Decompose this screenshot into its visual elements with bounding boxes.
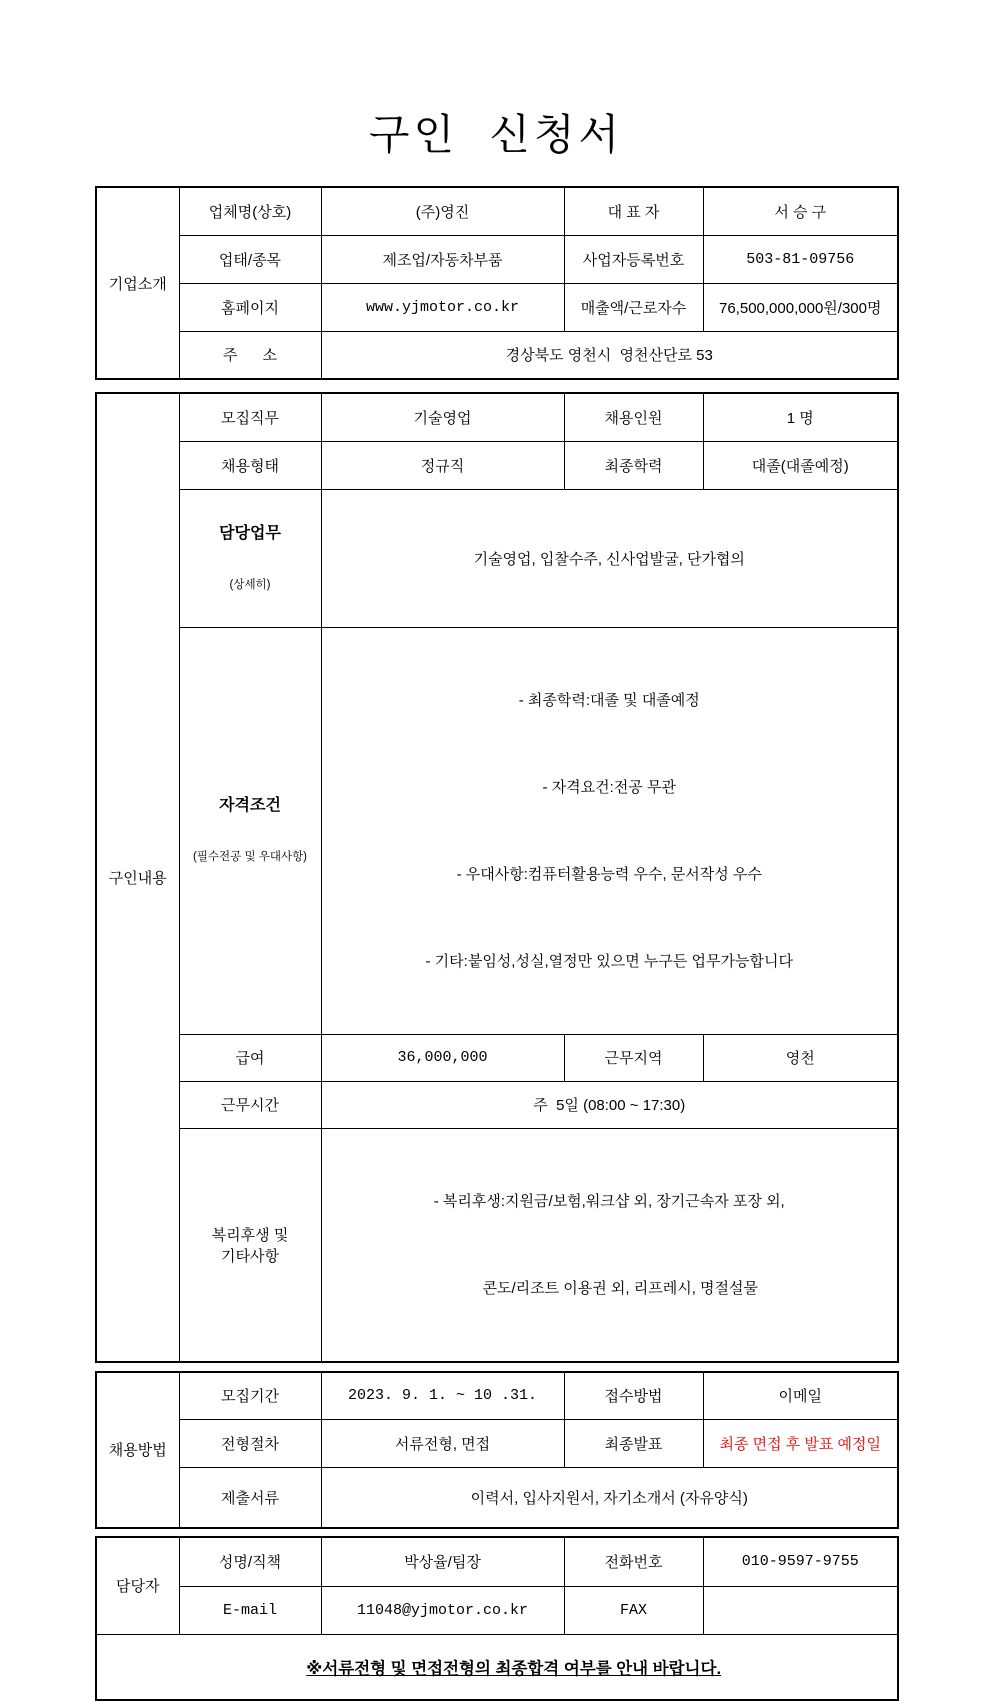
job-row-benefits	[96, 1128, 898, 1362]
screening-process-value: 서류전형, 면접	[321, 1420, 564, 1468]
position-value: 기술영업	[321, 393, 564, 441]
job-row-position	[96, 393, 898, 441]
job-row-salary	[96, 1034, 898, 1081]
footer-note-cell	[96, 1635, 898, 1700]
employment-type-value: 정규직	[321, 441, 564, 489]
employment-type-label: 채용형태	[179, 441, 321, 489]
address-value: 경상북도 영천시 영천산단로 53	[321, 331, 898, 379]
apply-method-value: 이메일	[703, 1372, 898, 1420]
benefits-line: - 복리후생:지원금/보험,워크샵 외, 장기근속자 포장 외,	[433, 1192, 785, 1210]
work-location-label: 근무지역	[564, 1034, 703, 1081]
job-row-employment-type	[96, 441, 898, 489]
submit-docs-label: 제출서류	[179, 1468, 321, 1528]
work-location-value: 영천	[703, 1034, 898, 1081]
method-section-header: 채용방법	[96, 1372, 179, 1528]
recruitment-method-table	[95, 1371, 899, 1529]
contact-row-email	[96, 1587, 898, 1635]
qualifications-value	[321, 627, 898, 1034]
ceo-value: 서 승 구	[703, 187, 898, 235]
final-announce-value: 최종 면접 후 발표 예정일	[703, 1420, 898, 1468]
headcount-label: 채용인원	[564, 393, 703, 441]
contact-name-title-label: 성명/직책	[179, 1537, 321, 1587]
contact-row-note	[96, 1635, 898, 1700]
company-name-value: (주)영진	[321, 187, 564, 235]
contact-row-name	[96, 1537, 898, 1587]
contact-name-title-value: 박상율/팀장	[321, 1537, 564, 1587]
final-announce-label: 최종발표	[564, 1420, 703, 1468]
fax-value	[703, 1587, 898, 1635]
work-hours-value: 주 5일 (08:00 ~ 17:30)	[321, 1081, 898, 1128]
qualification-line: - 최종학력:대졸 및 대졸예정	[518, 691, 700, 709]
homepage-label: 홈페이지	[179, 283, 321, 331]
salary-label: 급여	[179, 1034, 321, 1081]
revenue-workers-label: 매출액/근로자수	[564, 283, 703, 331]
headcount-value: 1 명	[703, 393, 898, 441]
email-label: E-mail	[179, 1587, 321, 1635]
education-label: 최종학력	[564, 441, 703, 489]
address-label: 주 소	[179, 331, 321, 379]
contact-section-header: 담당자	[96, 1537, 179, 1635]
business-reg-no-label: 사업자등록번호	[564, 235, 703, 283]
duties-label-sub: (상세히)	[229, 578, 271, 591]
company-section-header: 기업소개	[96, 187, 179, 379]
job-row-duties	[96, 489, 898, 627]
qualifications-label-main: 자격조건	[219, 797, 281, 814]
submit-docs-value: 이력서, 입사지원서, 자기소개서 (자유양식)	[321, 1468, 898, 1528]
business-reg-no-value: 503-81-09756	[703, 235, 898, 283]
job-row-qualifications	[96, 627, 898, 1034]
job-section-header: 구인내용	[96, 393, 179, 1362]
duties-value: 기술영업, 입찰수주, 신사업발굴, 단가협의	[321, 489, 898, 627]
email-value: 11048@yjmotor.co.kr	[321, 1587, 564, 1635]
education-value: 대졸(대졸예정)	[703, 441, 898, 489]
company-name-label: 업체명(상호)	[179, 187, 321, 235]
fax-label: FAX	[564, 1587, 703, 1635]
industry-value: 제조업/자동차부품	[321, 235, 564, 283]
salary-value: 36,000,000	[321, 1034, 564, 1081]
recruit-period-value: 2023. 9. 1. ~ 10 .31.	[321, 1372, 564, 1420]
company-row-address	[96, 331, 898, 379]
job-details-table	[95, 392, 899, 1363]
duties-label-main: 담당업무	[219, 524, 281, 542]
work-hours-label: 근무시간	[179, 1081, 321, 1128]
recruit-period-label: 모집기간	[179, 1372, 321, 1420]
method-row-process	[96, 1420, 898, 1468]
contact-person-table	[95, 1536, 899, 1701]
method-row-period	[96, 1372, 898, 1420]
qualification-line: - 기타:붙임성,성실,열정만 있으면 누구든 업무가능합니다	[425, 952, 793, 970]
revenue-workers-value: 76,500,000,000원/300명	[703, 283, 898, 331]
apply-method-label: 접수방법	[564, 1372, 703, 1420]
benefits-value	[321, 1128, 898, 1362]
company-intro-table	[95, 186, 899, 380]
homepage-value: www.yjmotor.co.kr	[321, 283, 564, 331]
company-row-homepage	[96, 283, 898, 331]
qualification-line: - 자격요건:전공 무관	[542, 778, 676, 796]
phone-label: 전화번호	[564, 1537, 703, 1587]
page-title: 구인 신청서	[368, 111, 624, 158]
company-row-industry	[96, 235, 898, 283]
job-row-work-hours	[96, 1081, 898, 1128]
industry-label: 업태/종목	[179, 235, 321, 283]
phone-value: 010-9597-9755	[703, 1537, 898, 1587]
company-row-name	[96, 187, 898, 235]
duties-label	[179, 489, 321, 627]
benefits-label: 복리후생 및 기타사항	[179, 1128, 321, 1362]
ceo-label: 대 표 자	[564, 187, 703, 235]
footer-note: ※서류전형 및 면접전형의 최종합격 여부를 안내 바랍니다.	[306, 1659, 722, 1678]
method-row-documents	[96, 1468, 898, 1528]
screening-process-label: 전형절차	[179, 1420, 321, 1468]
qualifications-label-sub: (필수전공 및 우대사항)	[192, 851, 308, 863]
qualification-line: - 우대사항:컴퓨터활용능력 우수, 문서작성 우수	[456, 865, 762, 883]
benefits-line: 콘도/리조트 이용권 외, 리프레시, 명절설물	[482, 1279, 758, 1297]
position-label: 모집직무	[179, 393, 321, 441]
qualifications-label	[179, 627, 321, 1034]
